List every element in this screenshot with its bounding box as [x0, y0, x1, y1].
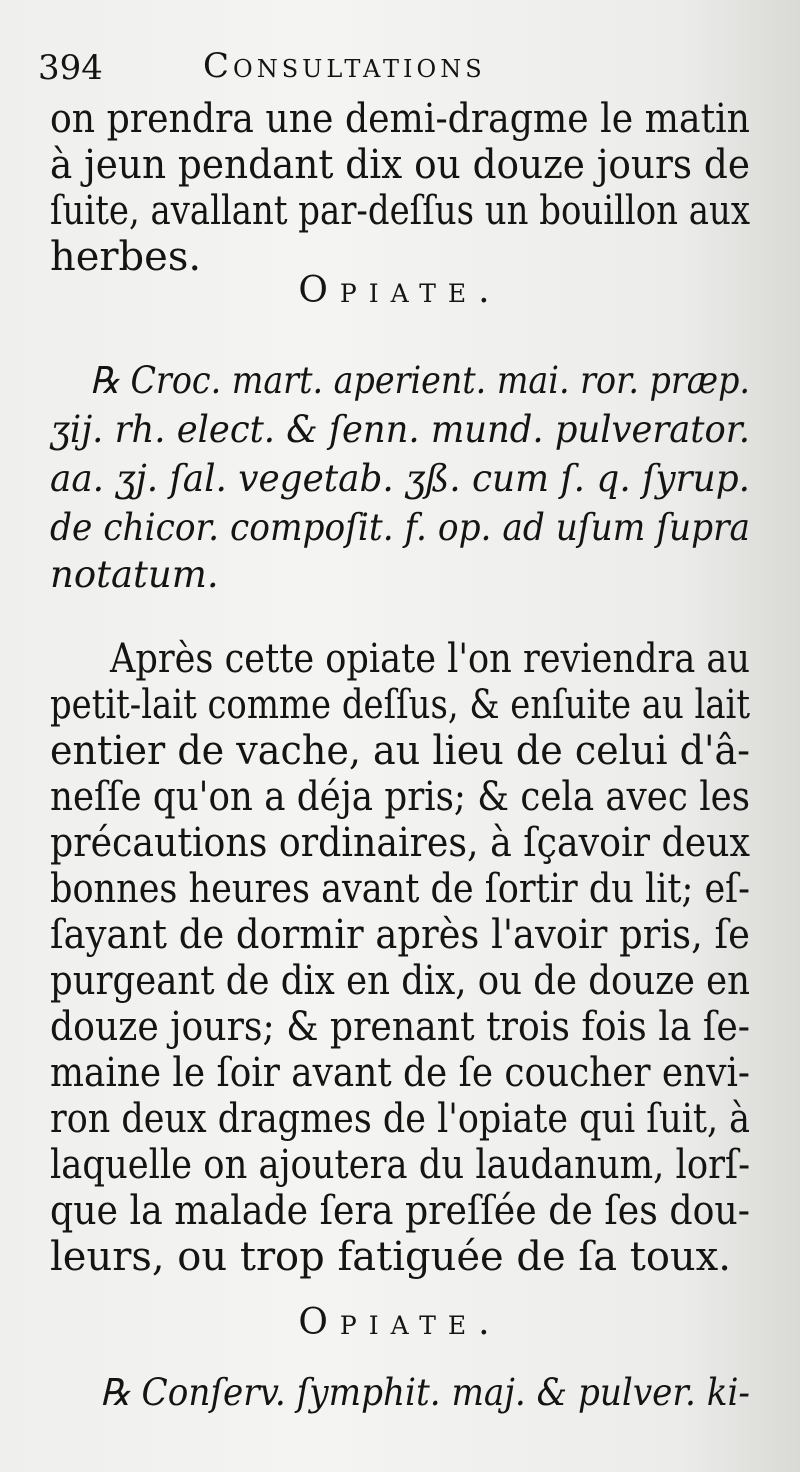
text-line: maine le ſoir avant de ſe coucher envi- [50, 1050, 750, 1096]
text-line: douze jours; & prenant trois fois la ſe- [50, 1004, 750, 1050]
section-heading: Opiate. [298, 1302, 502, 1343]
page-number: 394 [38, 48, 103, 88]
text-line: ſuite, avallant par-deſſus un bouillon aux [50, 188, 750, 234]
text-line: à jeun pendant dix ou douze jours de [50, 142, 750, 188]
text-line: que la malade ſera preſſée de ſes dou- [50, 1188, 750, 1234]
text-line: neſſe qu'on a déja pris; & cela avec les [50, 774, 750, 820]
text-line: ſayant de dormir après l'avoir pris, ſe [50, 912, 750, 958]
text-line: entier de vache, au lieu de celui d'â- [50, 728, 750, 774]
text-line: leurs, ou trop fatiguée de ſa toux. [50, 1234, 731, 1280]
text-line: Après cette opiate l'on reviendra au [110, 636, 750, 682]
text-line: on prendra une demi-dragme le matin [50, 96, 750, 142]
recipe-line: aa. ʒj. ſal. vegetab. ʒß. cum ſ. q. ſyrup. [50, 457, 750, 500]
recipe-line: ℞ Conſerv. ſymphit. maj. & pulver. ki- [100, 1371, 750, 1414]
text-line: précautions ordinaires, à ſçavoir deux [50, 820, 750, 866]
recipe-line: ʒij. rh. elect. & ſenn. mund. pulverator. [50, 408, 750, 451]
text-line: purgeant de dix en dix, ou de douze en [50, 958, 750, 1004]
text-line: laquelle on ajoutera du laudanum, lorſ- [50, 1142, 750, 1188]
text-line: herbes. [50, 234, 202, 280]
recipe-line: notatum. [50, 553, 219, 596]
text-line: petit-lait comme deſſus, & enſuite au lait [50, 682, 750, 728]
running-head: Consultations [203, 46, 486, 86]
text-line: ron deux dragmes de l'opiate qui ſuit, à [50, 1096, 750, 1142]
recipe-line: ℞ Croc. mart. aperient. mai. ror. præp. [90, 359, 750, 402]
page-header [38, 40, 598, 100]
text-line: bonnes heures avant de ſortir du lit; eſ- [50, 866, 750, 912]
section-heading: Opiate. [298, 270, 502, 311]
recipe-line: de chicor. compoſit. f. op. ad uſum ſupra [50, 506, 750, 549]
